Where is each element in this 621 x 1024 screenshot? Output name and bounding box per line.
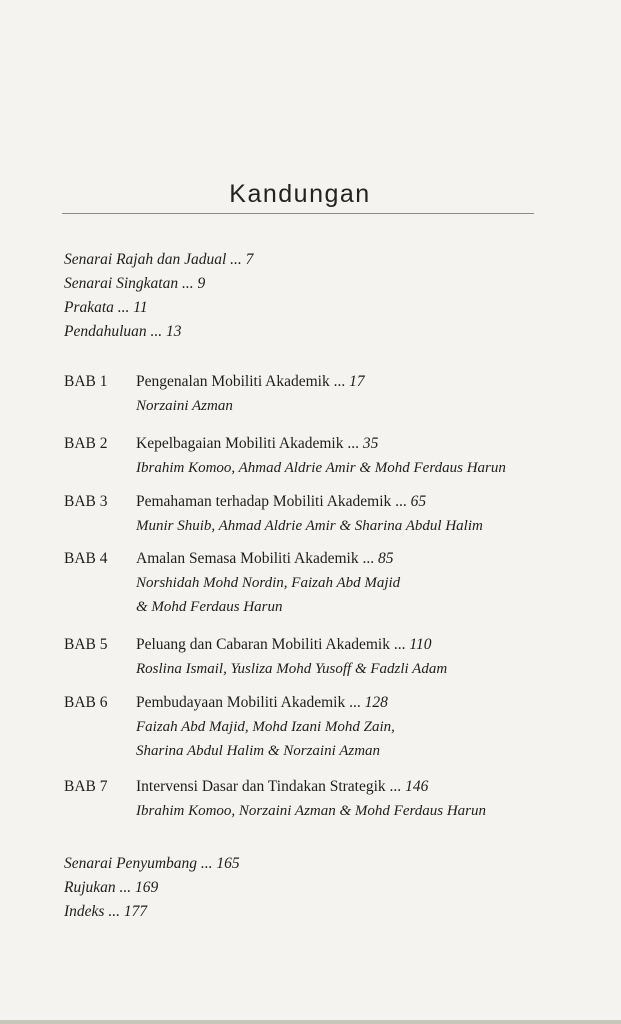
chapter-entry-1[interactable] — [64, 370, 604, 432]
title-divider — [62, 213, 534, 214]
chapter-authors: Sharina Abdul Halim & Norzaini Azman — [136, 743, 381, 759]
chapter-page: 17 — [349, 373, 365, 390]
chapter-number: BAB 3 — [64, 493, 108, 510]
chapter-title: Pengenalan Mobiliti Akademik ... 17 — [136, 373, 365, 390]
chapter-page: 110 — [409, 636, 432, 653]
chapter-authors: Norshidah Mohd Nordin, Faizah Abd Majid — [136, 575, 401, 591]
chapter-authors: & Mohd Ferdaus Harun — [136, 599, 283, 615]
back-matter-item[interactable]: Rujukan ... 169 — [64, 879, 159, 896]
chapter-number: BAB 6 — [64, 694, 108, 711]
chapter-page: 85 — [377, 550, 394, 567]
front-matter-list — [64, 248, 253, 344]
chapter-number: BAB 1 — [64, 373, 108, 390]
chapter-page: 65 — [410, 493, 427, 510]
chapter-authors: Munir Shuib, Ahmad Aldrie Amir & Sharina Abdul Halim — [136, 518, 483, 534]
chapter-entry-6[interactable] — [64, 691, 604, 775]
front-matter-item[interactable]: Senarai Rajah dan Jadual ... 7 — [64, 251, 254, 268]
chapter-title: Pemahaman terhadap Mobiliti Akademik ... 65 — [136, 493, 427, 510]
front-matter-item[interactable]: Senarai Singkatan ... 9 — [64, 275, 206, 292]
chapter-title: Pembudayaan Mobiliti Akademik ... 128 — [136, 694, 388, 711]
chapter-number: BAB 2 — [64, 435, 108, 452]
chapter-list — [64, 370, 604, 833]
page-edge — [0, 1020, 621, 1024]
chapter-entry-7[interactable] — [64, 775, 604, 833]
chapter-number: BAB 7 — [64, 778, 108, 795]
chapter-page: 128 — [364, 694, 388, 711]
chapter-entry-4[interactable] — [64, 547, 604, 633]
chapter-number: BAB 4 — [64, 550, 108, 567]
chapter-authors: Ibrahim Komoo, Norzaini Azman & Mohd Ferdaus Harun — [136, 803, 487, 819]
chapter-title: Peluang dan Cabaran Mobiliti Akademik ... 110 — [136, 636, 432, 653]
chapter-entry-2[interactable] — [64, 432, 604, 490]
back-matter-list — [64, 852, 240, 924]
front-matter-item[interactable]: Pendahuluan ... 13 — [64, 323, 182, 340]
chapter-entry-3[interactable] — [64, 490, 604, 547]
back-matter-item[interactable]: Indeks ... 177 — [64, 903, 148, 920]
page-title: Kandungan — [229, 180, 371, 208]
chapter-title: Kepelbagaian Mobiliti Akademik ... 35 — [136, 435, 379, 452]
chapter-number: BAB 5 — [64, 636, 108, 653]
chapter-authors: Ibrahim Komoo, Ahmad Aldrie Amir & Mohd Ferdaus Harun — [136, 460, 506, 476]
back-matter-item[interactable]: Senarai Penyumbang ... 165 — [64, 855, 240, 872]
chapter-authors: Faizah Abd Majid, Mohd Izani Mohd Zain, — [136, 719, 395, 735]
front-matter-item[interactable]: Prakata ... 11 — [64, 299, 148, 316]
chapter-page: 146 — [405, 778, 429, 795]
chapter-title: Amalan Semasa Mobiliti Akademik ... 85 — [136, 550, 394, 567]
chapter-page: 35 — [362, 435, 379, 452]
chapter-authors: Norzaini Azman — [136, 398, 233, 414]
chapter-authors: Roslina Ismail, Yusliza Mohd Yusoff & Fadzli Adam — [136, 661, 448, 677]
chapter-entry-5[interactable] — [64, 633, 604, 691]
chapter-title: Intervensi Dasar dan Tindakan Strategik ... 146 — [136, 778, 429, 795]
